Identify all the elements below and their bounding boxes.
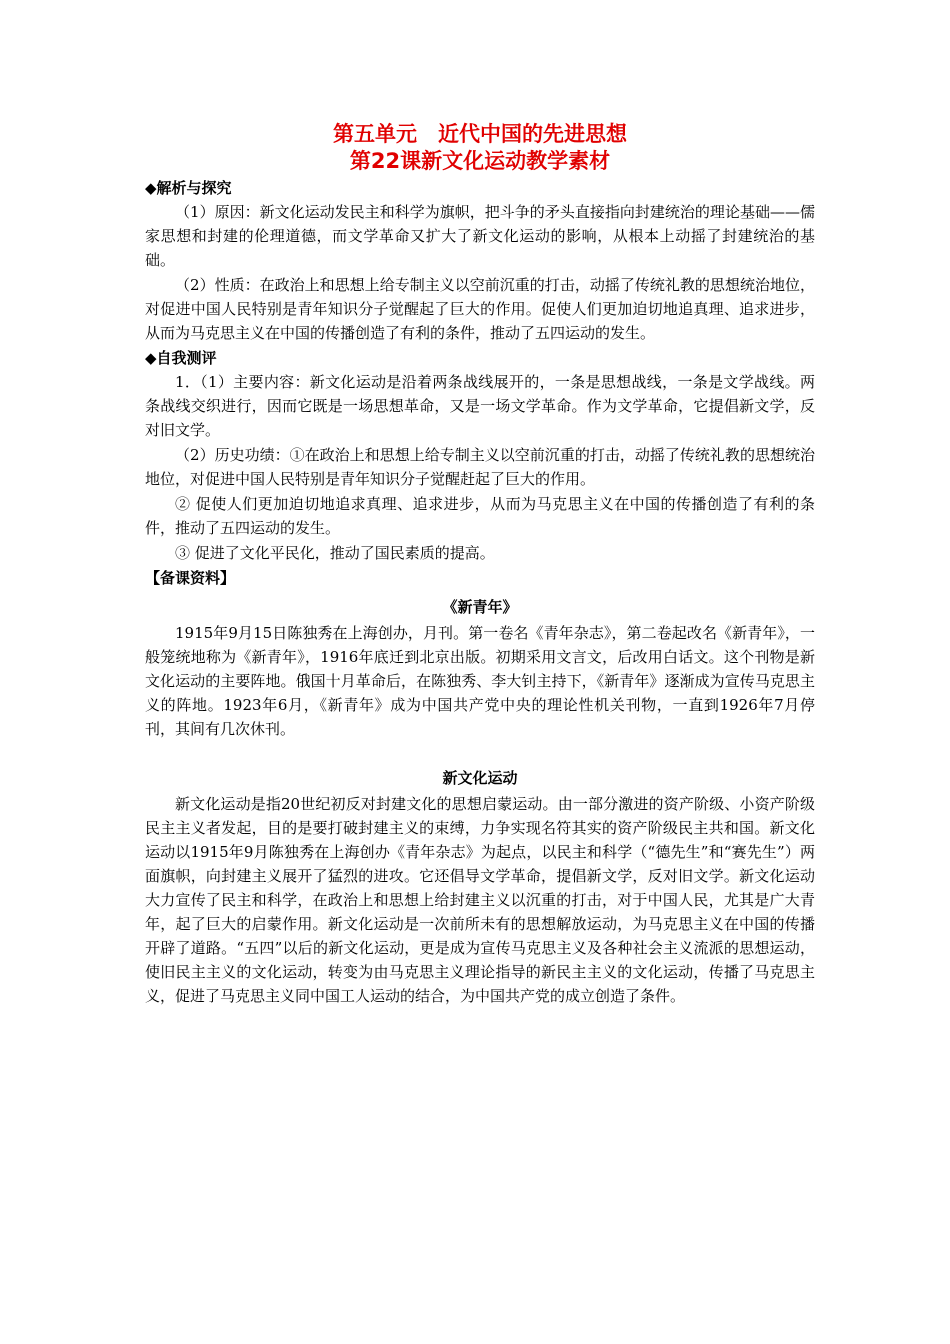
new-youth-paragraph: 1915年9月15日陈独秀在上海创办，月刊。第一卷名《青年杂志》，第二卷起改名《新青年》，一般笼统地称为《新青年》，1916年底迁到北京出版。初期采用文言文，后改用白话文。这个刊物是新文化运动的主要阵地。俄国十月革命后，在陈独秀、李大钊主持下，《新青年》逐渐成为宣传马克思主义的阵地。1923年6月，《新青年》成为中国共产党中央的理论性机关刊物，一直到1926年7月停刊，其间有几次休刊。	[145, 624, 815, 738]
lesson-title: 第22课新文化运动教学素材	[349, 149, 611, 173]
section-heading-self-test: ◆自我测评	[145, 349, 217, 367]
section-heading-analysis: ◆解析与探究	[145, 179, 232, 197]
document-content	[145, 121, 815, 1009]
analysis-paragraph-cause: （1）原因：新文化运动发民主和科学为旗帜，把斗争的矛头直接指向封建统治的理论基础——儒家思想和封建的伦理道德，而文学革命又扩大了新文化运动的影响，从根本上动摇了封建统治的基础。	[145, 203, 815, 269]
self-test-paragraph-content: 1．（1）主要内容：新文化运动是沿着两条战线展开的，一条是思想战线，一条是文学战线。两条战线交织进行，因而它既是一场思想革命，又是一场文学革命。作为文学革命，它提倡新文学，反对旧文学。	[145, 373, 815, 439]
analysis-paragraph-nature: （2）性质：在政治上和思想上给专制主义以空前沉重的打击，动摇了传统礼教的思想统治地位，对促进中国人民特别是青年知识分子觉醒起了巨大的作用。促使人们更加迫切地追真理、追求进步，从而为马克思主义在中国的传播创造了有利的条件，推动了五四运动的发生。	[145, 276, 815, 342]
subheading-new-youth: 《新青年》	[442, 598, 518, 616]
self-test-paragraph-merit-2: ② 促使人们更加迫切地追求真理、追求进步，从而为马克思主义在中国的传播创造了有利的条件，推动了五四运动的发生。	[145, 495, 815, 537]
spacer	[145, 742, 815, 760]
new-culture-movement-paragraph: 新文化运动是指20世纪初反对封建文化的思想启蒙运动。由一部分激进的资产阶级、小资产阶级民主主义者发起，目的是要打破封建主义的束缚，力争实现名符其实的资产阶级民主共和国。新文化运动以1915年9月陈独秀在上海创办《青年杂志》为起点，以民主和科学（“德先生”和“赛先生”）两面旗帜，向封建主义展开了猛烈的进攻。它还倡导文学革命，提倡新文学，反对旧文学。新文化运动大力宣传了民主和科学，在政治上和思想上给封建主义以沉重的打击，对于中国人民，尤其是广大青年，起了巨大的启蒙作用。新文化运动是一次前所未有的思想解放运动，为马克思主义在中国的传播开辟了道路。“五四”以后的新文化运动，更是成为宣传马克思主义及各种社会主义流派的思想运动，使旧民主主义的文化运动，转变为由马克思主义理论指导的新民主主义的文化运动，传播了马克思主义，促进了马克思主义同中国工人运动的结合，为中国共产党的成立创造了条件。	[145, 795, 815, 1005]
section-heading-materials: 【备课资料】	[145, 569, 236, 587]
self-test-paragraph-merit-3: ③ 促进了文化平民化，推动了国民素质的提高。	[175, 544, 495, 562]
subheading-new-culture-movement: 新文化运动	[442, 769, 518, 787]
self-test-paragraph-merit: （2）历史功绩：①在政治上和思想上给专制主义以空前沉重的打击，动摇了传统礼教的思想统治地位，对促进中国人民特别是青年知识分子觉醒赶起了巨大的作用。	[145, 446, 815, 488]
unit-title: 第五单元 近代中国的先进思想	[333, 122, 627, 146]
